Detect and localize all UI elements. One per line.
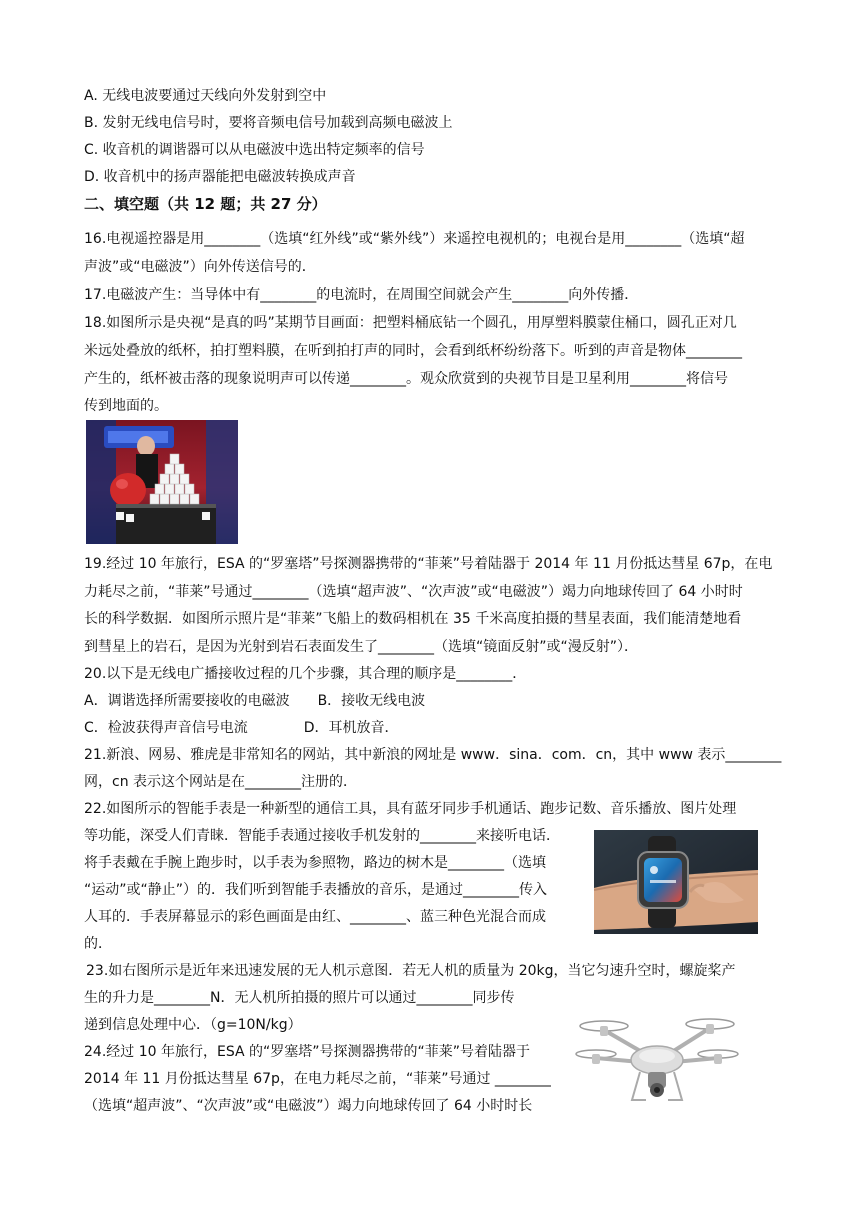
q21-line-1: 21.新浪、网易、雅虎是非常知名的网站，其中新浪的网址是 www．sina．com．cn，其中 www 表示________ <box>84 747 782 763</box>
q22-line-4: “运动”或“静止”）的．我们听到智能手表播放的音乐，是通过________传入 <box>84 882 548 898</box>
q22-line-5: 人耳的．手表屏幕显示的彩色画面是由红、________、蓝三种色光混合而成 <box>84 909 546 925</box>
q18-line-2: 米远处叠放的纸杯，拍打塑料膜，在听到拍打声的同时，会看到纸杯纷纷落下。听到的声音是物体________ <box>84 343 742 359</box>
q20-line-1: 20.以下是无线电广播接收过程的几个步骤，其合理的顺序是________． <box>84 666 527 682</box>
q24-line-1: 24.经过 10 年旅行，ESA 的“罗塞塔”号探测器携带的“菲莱”号着陆器于 <box>84 1044 531 1060</box>
q16-line-2: 声波”或“电磁波”）向外传送信号的． <box>84 259 316 275</box>
q18-line-3: 产生的，纸杯被击落的现象说明声可以传递________。观众欣赏到的央视节目是卫星利用________将信号 <box>84 371 728 387</box>
q20-option-ab: A．调谐选择所需要接收的电磁波 B．接收无线电波 <box>84 693 426 709</box>
q19-line-1: 19.经过 10 年旅行，ESA 的“罗塞塔”号探测器携带的“菲莱”号着陆器于 2014 年 11 月份抵达彗星 67p，在电 <box>84 556 773 572</box>
q22-line-3: 将手表戴在手腕上跑步时，以手表为参照物，路边的树木是________（选填 <box>84 855 546 871</box>
q18-line-4: 传到地面的。 <box>84 398 168 414</box>
section-heading: 二、填空题（共 12 题；共 27 分） <box>84 195 327 213</box>
q22-line-1: 22.如图所示的智能手表是一种新型的通信工具，具有蓝牙同步手机通话、跑步记数、音乐播放、图片处理 <box>84 801 737 817</box>
drone-illustration <box>574 1000 740 1112</box>
q18-line-1: 18.如图所示是央视“是真的吗”某期节目画面：把塑料桶底钻一个圆孔，用厚塑料膜蒙住桶口，圆孔正对几 <box>84 315 737 331</box>
option-d: D. 收音机中的扬声器能把电磁波转换成声音 <box>84 169 356 185</box>
q23-line-1: 23.如右图所示是近年来迅速发展的无人机示意图．若无人机的质量为 20kg，当它匀速升空时，螺旋桨产 <box>86 963 736 979</box>
option-b: B. 发射无线电信号时，要将音频电信号加载到高频电磁波上 <box>84 115 453 131</box>
q23-line-2: 生的升力是________N．无人机所拍摄的照片可以通过________同步传 <box>84 990 515 1006</box>
q23-line-3: 递到信息处理中心．（g=10N/kg） <box>84 1017 302 1033</box>
q24-line-2: 2014 年 11 月份抵达彗星 67p，在电力耗尽之前，“菲莱”号通过 ________ <box>84 1071 551 1087</box>
q16-line-1: 16.电视遥控器是用________（选填“红外线”或“紫外线”）来遥控电视机的；电视台是用________（选填“超 <box>84 231 745 247</box>
q22-line-6: 的． <box>84 936 112 952</box>
q24-line-3: （选填“超声波”、“次声波”或“电磁波”）竭力向地球传回了 64 小时时长 <box>84 1098 533 1114</box>
option-c: C. 收音机的调谐器可以从电磁波中选出特定频率的信号 <box>84 142 425 158</box>
q19-line-4: 到彗星上的岩石，是因为光射到岩石表面发生了________（选填“镜面反射”或“漫反射”）． <box>84 639 639 655</box>
q19-line-3: 长的科学数据．如图所示照片是“菲莱”飞船上的数码相机在 35 千米高度拍摄的彗星表面，我们能清楚地看 <box>84 611 742 627</box>
q21-line-2: 网，cn 表示这个网站是在________注册的． <box>84 774 358 790</box>
q17-line-1: 17.电磁波产生：当导体中有________的电流时，在周围空间就会产生________向外传播． <box>84 287 639 303</box>
tv-show-photo <box>86 420 238 544</box>
option-a: A. 无线电波要通过天线向外发射到空中 <box>84 88 327 104</box>
q22-line-2: 等功能，深受人们青睐．智能手表通过接收手机发射的________来接听电话． <box>84 828 560 844</box>
smartwatch-photo <box>594 830 758 934</box>
q19-line-2: 力耗尽之前，“菲莱”号通过________（选填“超声波”、“次声波”或“电磁波”）竭力向地球传回了 64 小时时 <box>84 584 743 600</box>
q20-option-cd: C．检波获得声音信号电流 D．耳机放音． <box>84 720 399 736</box>
